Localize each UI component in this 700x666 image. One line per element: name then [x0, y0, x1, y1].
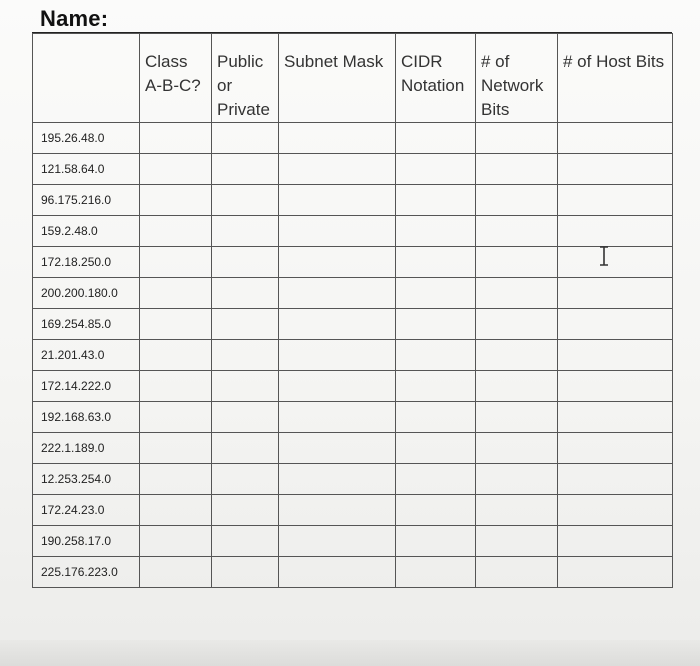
ip-address-label: 169.254.85.0: [41, 317, 112, 331]
ip-address-cell: [33, 433, 140, 464]
ip-address-cell: [33, 123, 140, 154]
table-row: [33, 371, 673, 402]
table-row: [33, 278, 673, 309]
cidr-cell[interactable]: [396, 371, 476, 402]
name-label: Name:: [40, 6, 109, 31]
ip-address-cell: [33, 371, 140, 402]
public-private-cell[interactable]: [212, 340, 279, 371]
network-bits-cell[interactable]: [476, 154, 558, 185]
ip-address-cell: [33, 154, 140, 185]
table-row: [33, 247, 673, 278]
cidr-cell[interactable]: [396, 464, 476, 495]
public-private-cell[interactable]: [212, 247, 279, 278]
host-bits-cell[interactable]: [558, 340, 673, 371]
public-private-cell[interactable]: [212, 557, 279, 588]
table-row: [33, 123, 673, 154]
class-cell[interactable]: [140, 526, 212, 557]
ip-address-label: 225.176.223.0: [41, 565, 118, 579]
class-cell[interactable]: [140, 309, 212, 340]
class-cell[interactable]: [140, 557, 212, 588]
ip-address-label: 190.258.17.0: [41, 534, 112, 548]
host-bits-cell[interactable]: [558, 309, 673, 340]
subnet-mask-cell[interactable]: [279, 185, 396, 216]
subnet-mask-cell[interactable]: [279, 371, 396, 402]
ip-address-label: 222.1.189.0: [41, 441, 105, 455]
table-row: [33, 185, 673, 216]
cidr-cell[interactable]: [396, 340, 476, 371]
host-bits-cell[interactable]: [558, 526, 673, 557]
table-row: [33, 495, 673, 526]
cidr-cell[interactable]: [396, 495, 476, 526]
network-bits-cell[interactable]: [476, 371, 558, 402]
column-header-network-bits: # of Network Bits: [476, 34, 558, 123]
host-bits-cell[interactable]: [558, 433, 673, 464]
subnet-mask-cell[interactable]: [279, 123, 396, 154]
table-row: [33, 464, 673, 495]
ip-address-label: 21.201.43.0: [41, 348, 105, 362]
network-bits-cell[interactable]: [476, 278, 558, 309]
subnet-mask-cell[interactable]: [279, 557, 396, 588]
host-bits-cell[interactable]: [558, 154, 673, 185]
ip-address-label: 172.18.250.0: [41, 255, 112, 269]
network-bits-cell[interactable]: [476, 340, 558, 371]
class-cell[interactable]: [140, 340, 212, 371]
subnet-mask-cell[interactable]: [279, 278, 396, 309]
public-private-cell[interactable]: [212, 464, 279, 495]
cidr-cell[interactable]: [396, 216, 476, 247]
public-private-cell[interactable]: [212, 123, 279, 154]
table-row: [33, 154, 673, 185]
host-bits-cell[interactable]: [558, 464, 673, 495]
header-row: [33, 34, 673, 123]
class-cell[interactable]: [140, 123, 212, 154]
public-private-cell[interactable]: [212, 278, 279, 309]
table-row: [33, 402, 673, 433]
class-cell[interactable]: [140, 185, 212, 216]
subnet-mask-cell[interactable]: [279, 526, 396, 557]
public-private-cell[interactable]: [212, 185, 279, 216]
ip-address-cell: [33, 495, 140, 526]
host-bits-cell[interactable]: [558, 557, 673, 588]
public-private-cell[interactable]: [212, 154, 279, 185]
class-cell[interactable]: [140, 278, 212, 309]
network-bits-cell[interactable]: [476, 464, 558, 495]
public-private-cell[interactable]: [212, 433, 279, 464]
subnet-mask-cell[interactable]: [279, 433, 396, 464]
column-header-cidr: CIDR Notation: [396, 34, 476, 123]
ip-address-cell: [33, 216, 140, 247]
public-private-cell[interactable]: [212, 495, 279, 526]
table-row: [33, 526, 673, 557]
host-bits-cell[interactable]: [558, 185, 673, 216]
public-private-cell[interactable]: [212, 526, 279, 557]
class-cell[interactable]: [140, 154, 212, 185]
host-bits-cell[interactable]: [558, 495, 673, 526]
class-cell[interactable]: [140, 402, 212, 433]
public-private-cell[interactable]: [212, 402, 279, 433]
cidr-cell[interactable]: [396, 123, 476, 154]
network-bits-cell[interactable]: [476, 402, 558, 433]
network-bits-cell[interactable]: [476, 495, 558, 526]
subnet-mask-cell[interactable]: [279, 247, 396, 278]
table-body: [33, 123, 673, 588]
network-bits-cell[interactable]: [476, 185, 558, 216]
ip-address-cell: [33, 402, 140, 433]
ip-address-cell: [33, 464, 140, 495]
ip-address-cell: [33, 340, 140, 371]
table-row: [33, 340, 673, 371]
ip-address-label: 172.24.23.0: [41, 503, 105, 517]
cidr-cell[interactable]: [396, 526, 476, 557]
ip-address-label: 96.175.216.0: [41, 193, 112, 207]
subnet-worksheet-table: [32, 33, 673, 588]
column-header-address: [33, 34, 140, 123]
column-header-subnet-mask: Subnet Mask: [279, 34, 396, 123]
ip-address-label: 121.58.64.0: [41, 162, 105, 176]
ip-address-label: 200.200.180.0: [41, 286, 118, 300]
class-cell[interactable]: [140, 433, 212, 464]
host-bits-cell[interactable]: [558, 123, 673, 154]
ip-address-cell: [33, 278, 140, 309]
subnet-mask-cell[interactable]: [279, 309, 396, 340]
ip-address-label: 12.253.254.0: [41, 472, 112, 486]
network-bits-cell[interactable]: [476, 526, 558, 557]
cidr-cell[interactable]: [396, 557, 476, 588]
subnet-mask-cell[interactable]: [279, 340, 396, 371]
host-bits-cell[interactable]: [558, 278, 673, 309]
public-private-cell[interactable]: [212, 371, 279, 402]
table-row: [33, 216, 673, 247]
class-cell[interactable]: [140, 216, 212, 247]
table-row: [33, 433, 673, 464]
ip-address-label: 195.26.48.0: [41, 131, 105, 145]
class-cell[interactable]: [140, 247, 212, 278]
column-header-class: Class A-B-C?: [140, 34, 212, 123]
ip-address-cell: [33, 309, 140, 340]
network-bits-cell[interactable]: [476, 433, 558, 464]
cidr-cell[interactable]: [396, 278, 476, 309]
cidr-cell[interactable]: [396, 433, 476, 464]
cidr-cell[interactable]: [396, 309, 476, 340]
text-cursor-icon: [598, 246, 610, 266]
public-private-cell[interactable]: [212, 216, 279, 247]
host-bits-cell[interactable]: [558, 371, 673, 402]
ip-address-label: 192.168.63.0: [41, 410, 112, 424]
subnet-mask-cell[interactable]: [279, 495, 396, 526]
ip-address-cell: [33, 557, 140, 588]
host-bits-cell[interactable]: [558, 247, 673, 278]
network-bits-cell[interactable]: [476, 309, 558, 340]
host-bits-cell[interactable]: [558, 402, 673, 433]
subnet-mask-cell[interactable]: [279, 216, 396, 247]
cidr-cell[interactable]: [396, 402, 476, 433]
network-bits-cell[interactable]: [476, 216, 558, 247]
table-row: [33, 557, 673, 588]
subnet-mask-cell[interactable]: [279, 402, 396, 433]
table-row: [33, 309, 673, 340]
ip-address-cell: [33, 247, 140, 278]
ip-address-label: 172.14.222.0: [41, 379, 112, 393]
class-cell[interactable]: [140, 464, 212, 495]
subnet-mask-cell[interactable]: [279, 464, 396, 495]
network-bits-cell[interactable]: [476, 123, 558, 154]
host-bits-cell[interactable]: [558, 216, 673, 247]
public-private-cell[interactable]: [212, 309, 279, 340]
cidr-cell[interactable]: [396, 247, 476, 278]
subnet-mask-cell[interactable]: [279, 154, 396, 185]
ip-address-label: 159.2.48.0: [41, 224, 98, 238]
class-cell[interactable]: [140, 495, 212, 526]
cidr-cell[interactable]: [396, 154, 476, 185]
footer-strip: [0, 640, 700, 666]
cidr-cell[interactable]: [396, 185, 476, 216]
network-bits-cell[interactable]: [476, 247, 558, 278]
column-header-host-bits: # of Host Bits: [558, 34, 673, 123]
ip-address-cell: [33, 526, 140, 557]
class-cell[interactable]: [140, 371, 212, 402]
column-header-public-private: Public or Private: [212, 34, 279, 123]
ip-address-cell: [33, 185, 140, 216]
network-bits-cell[interactable]: [476, 557, 558, 588]
